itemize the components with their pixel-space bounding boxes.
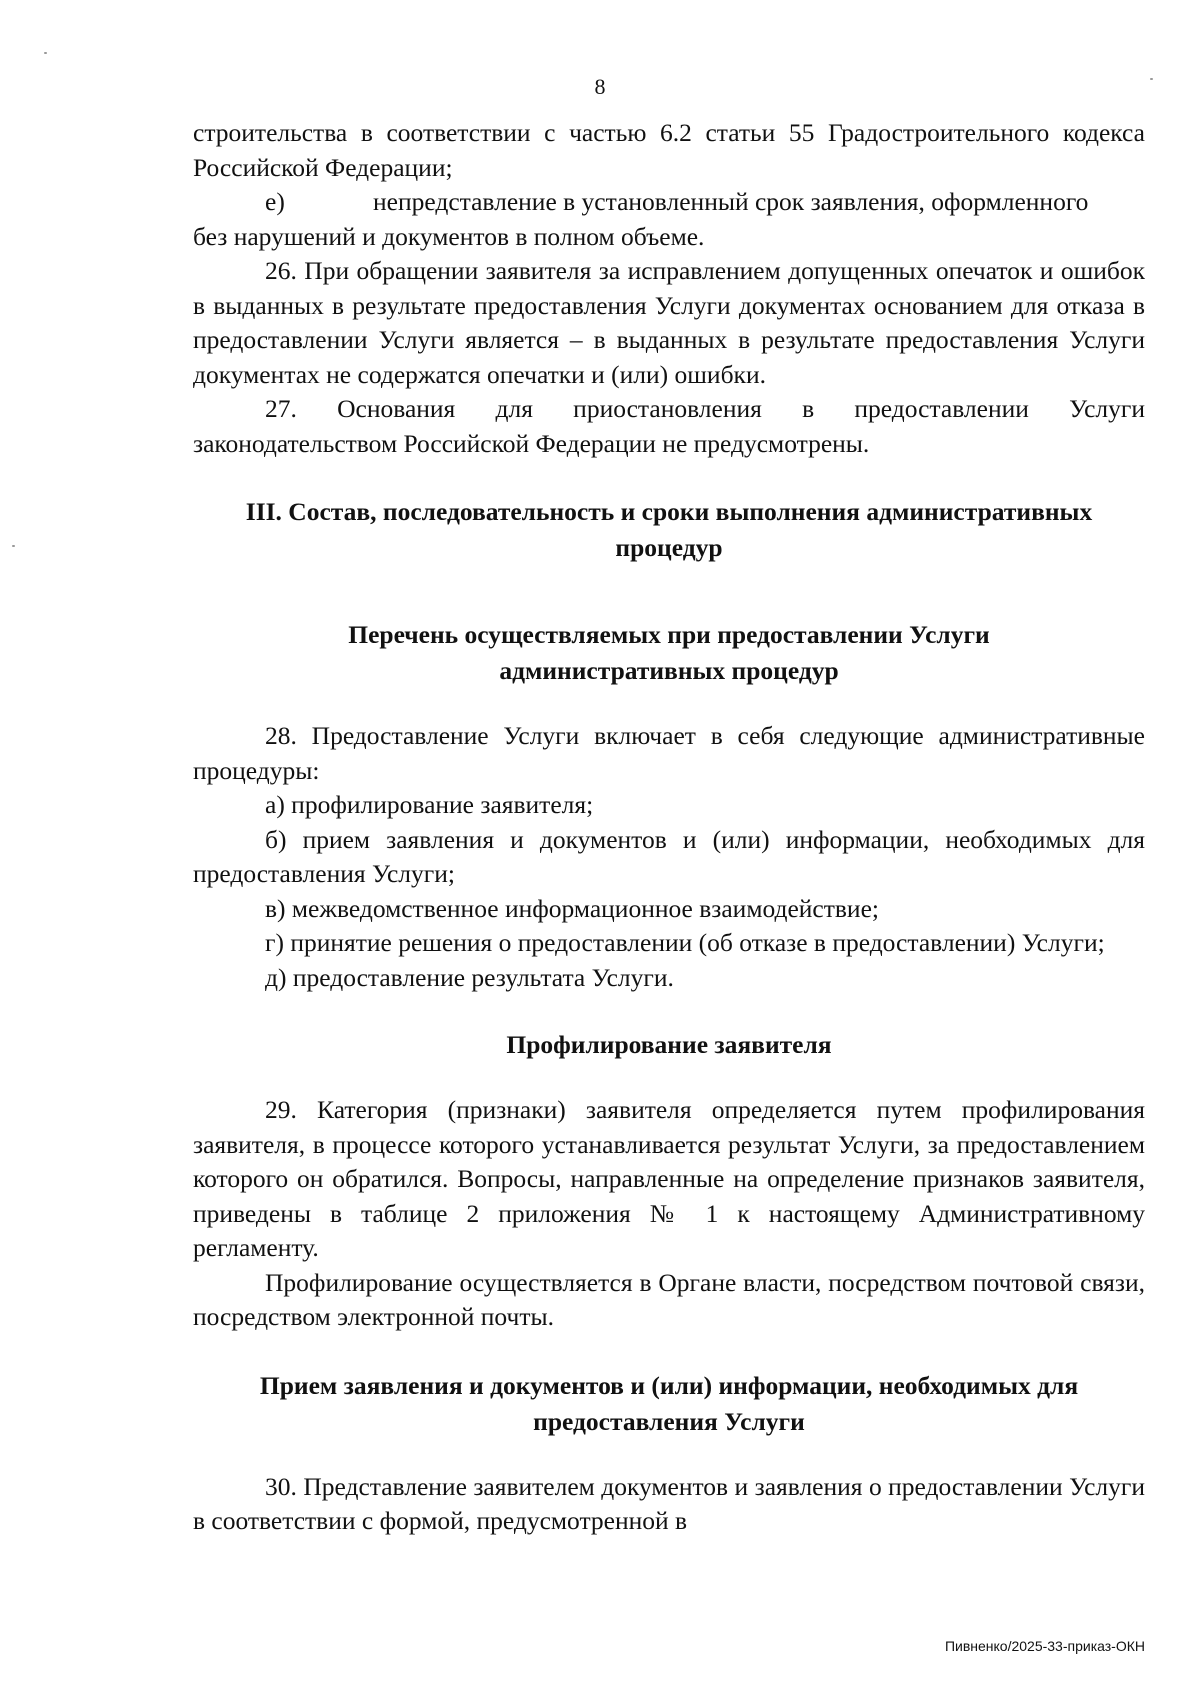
- page-number: 8: [594, 74, 606, 99]
- list-item-e: [193, 185, 1145, 220]
- list-item-e-continuation: без нарушений и документов в полном объеме.: [193, 221, 705, 251]
- list-marker: е): [265, 187, 285, 216]
- subheading-reception: Прием заявления и документов и (или) информации, необходимых для предоставления Услуги: [259, 1370, 1079, 1436]
- list-item-text: непредставление в установленный срок заявления, оформленного: [373, 187, 1089, 216]
- list-item-a: а) профилирование заявителя;: [265, 790, 594, 819]
- scan-speck: [12, 545, 15, 547]
- paragraph-28: 28. Предоставление Услуги включает в себя следующие административные процедуры:: [193, 721, 1145, 785]
- paragraph-30: 30. Представление заявителем документов и заявления о предоставлении Услуги в соответствии с формой, предусмотренной в: [193, 1471, 1145, 1535]
- scan-speck: [44, 52, 47, 54]
- paragraph-29: 29. Категория (признаки) заявителя определяется путем профилирования заявителя, в процессе которого устанавливается результат Услуги, за предоставлением которого он обратился. Вопросы, направленные на определение признаков заявителя, приведены в таблице 2 приложения № 1 к настоящему Административному регламенту.: [193, 1095, 1145, 1262]
- subheading-profiling: Профилирование заявителя: [506, 1030, 832, 1059]
- document-body: [193, 116, 1145, 1539]
- list-item-v: в) межведомственное информационное взаимодействие;: [265, 893, 879, 923]
- list-item-d: д) предоставление результата Услуги.: [265, 962, 674, 992]
- paragraph-continuation: строительства в соответствии с частью 6.2 статьи 55 Градостроительного кодекса Российской Федерации;: [193, 118, 1145, 182]
- list-item-b: б) прием заявления и документов и (или) информации, необходимых для предоставления Услуги;: [193, 824, 1145, 888]
- paragraph-27: 27. Основания для приостановления в предоставлении Услуги законодательством Российской Федерации не предусмотрены.: [193, 394, 1145, 458]
- subheading-procedures-list: Перечень осуществляемых при предоставлении Услуги административных процедур: [348, 620, 990, 685]
- paragraph-26: 26. При обращении заявителя за исправлением допущенных опечаток и ошибок в выданных в результате предоставления Услуги документах основанием для отказа в предоставлении Услуги является – в выданных в результате предоставления Услуги документах не содержатся опечатки и (или) ошибки.: [193, 256, 1145, 389]
- section-heading-3: III. Состав, последовательность и сроки выполнения административных процедур: [245, 497, 1093, 562]
- document-code: Пивненко/2025-33-приказ-ОКН: [944, 1638, 1145, 1654]
- list-item-g: г) принятие решения о предоставлении (об отказе в предоставлении) Услуги;: [265, 928, 1105, 957]
- paragraph-29-profiling: Профилирование осуществляется в Органе власти, посредством почтовой связи, посредством электронной почты.: [193, 1267, 1145, 1331]
